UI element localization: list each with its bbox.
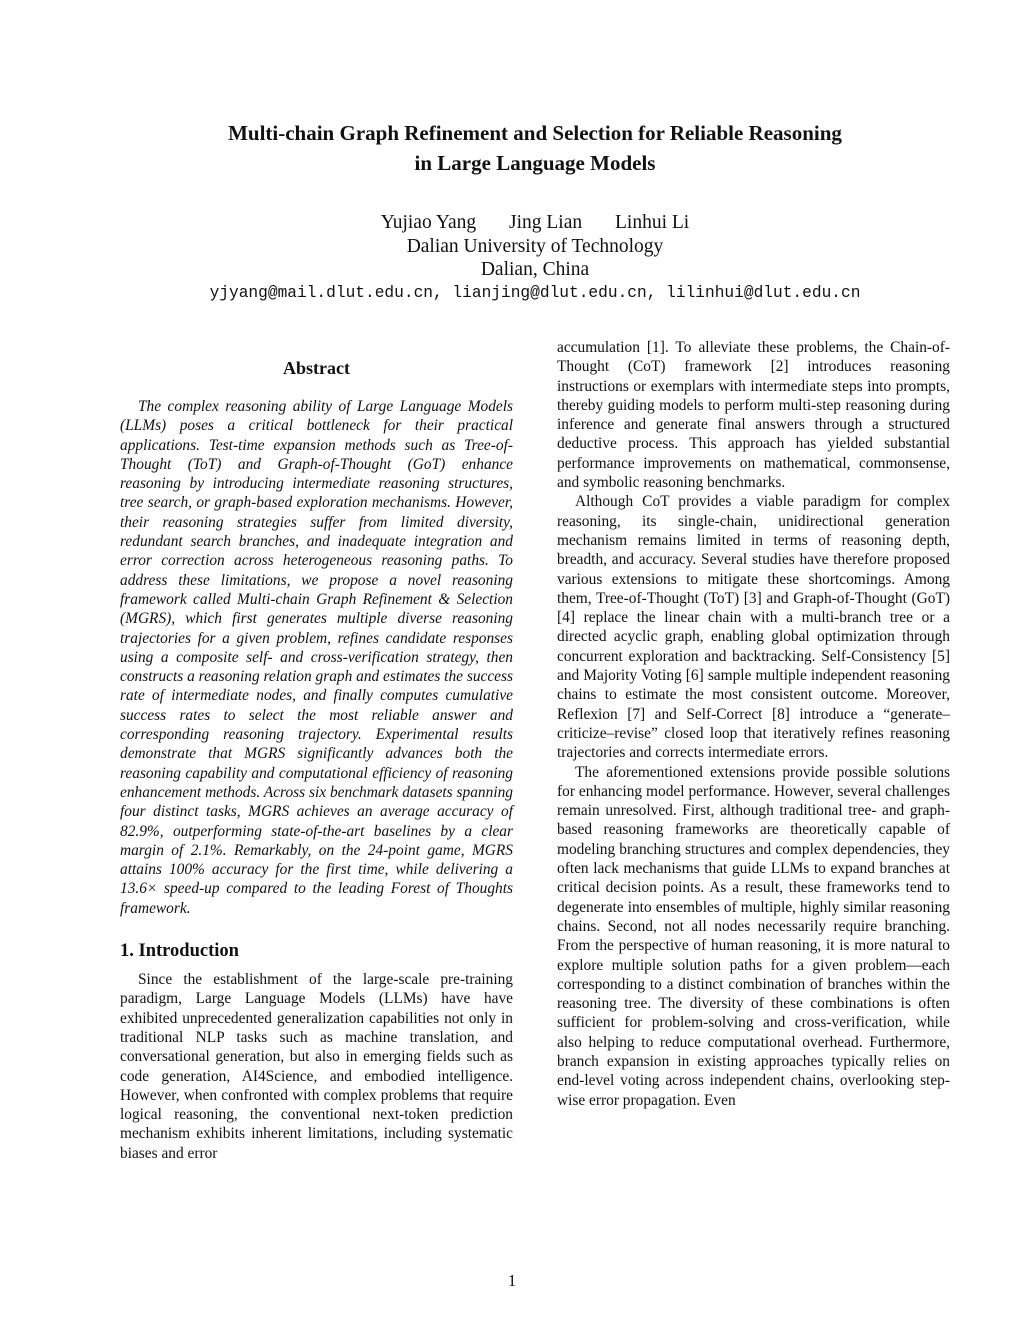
author-name: Yujiao Yang: [380, 212, 477, 233]
author-emails: yjyang@mail.dlut.edu.cn, lianjing@dlut.edu.cn, lilinhui@dlut.edu.cn: [209, 284, 861, 302]
author-name: Linhui Li: [615, 212, 690, 233]
left-column: [120, 356, 513, 1163]
affiliation: Dalian University of Technology: [406, 235, 664, 257]
intro-paragraph-1: Since the establishment of the large-scale pre-training paradigm, Large Language Models (LLMs) have have exhibited unprecedented generalization capabilities not only in traditional NLP tasks such as machine translation, and conversational generation, but also in emerging fields such as code generation, AI4Science, and embodied intelligence. However, when confronted with complex problems that require logical reasoning, the conventional next-token prediction mechanism exhibits inherent limitations, including systematic biases and error: [120, 971, 513, 1162]
author-names: [200, 211, 870, 235]
page-number: 1: [507, 1271, 517, 1290]
title-line-1: Multi-chain Graph Refinement and Selection for Reliable Reasoning: [228, 121, 842, 145]
right-column: [557, 338, 950, 1110]
location: Dalian, China: [480, 259, 590, 280]
author-name: Jing Lian: [509, 212, 583, 233]
title-line-2: in Large Language Models: [414, 151, 656, 175]
intro-paragraph-2: Although CoT provides a viable paradigm for complex reasoning, its single-chain, unidirectional generation mechanism remains limited in terms of reasoning depth, breadth, and accuracy. Several studies have therefore proposed various extensions to mitigate these shortcomings. Among them, Tree-of-Thought (ToT) [3] and Graph-of-Thought (GoT) [4] replace the linear chain with a multi-branch tree or a directed acyclic graph, enabling global optimization through concurrent exploration and backtracking. Self-Consistency [5] and Majority Voting [6] sample multiple independent reasoning chains to estimate the most consistent outcome. Moreover, Reflexion [7] and Self-Correct [8] introduce a “generate–criticize–revise” closed loop that iteratively refines reasoning trajectories and corrects intermediate errors.: [557, 493, 950, 762]
abstract-heading: Abstract: [283, 358, 350, 378]
section-heading-introduction: 1. Introduction: [120, 941, 239, 962]
intro-paragraph-3: The aforementioned extensions provide possible solutions for enhancing model performance. However, several challenges remain unresolved. First, although traditional tree- and graph-based reasoning frameworks are theoretically capable of modeling branching structures and complex dependencies, they often lack mechanisms that guide LLMs to expand branches at critical decision points. As a result, these frameworks tend to degenerate into ensembles of multiple, highly similar reasoning chains. Second, not all nodes necessarily require branching. From the perspective of human reasoning, it is more natural to explore multiple solution paths for a given problem—each corresponding to a distinct combination of branches within the reasoning tree. The diversity of these combinations is often sufficient for problem-solving and cross-verification, while also helping to reduce computational overhead. Furthermore, branch expansion in existing approaches typically relies on end-level voting across independent chains, overlooking step-wise error propagation. Even: [557, 763, 950, 1109]
author-block: [200, 211, 870, 282]
paper-title: [120, 118, 950, 178]
intro-paragraph-1-continued: accumulation [1]. To alleviate these problems, the Chain-of-Thought (CoT) framework [2] introduces reasoning instructions or exemplars with intermediate steps into prompts, thereby guiding models to perform multi-step reasoning during inference and generate final answers through a structured deductive process. This approach has yielded substantial performance improvements on mathematical, commonsense, and symbolic reasoning benchmarks.: [557, 339, 950, 492]
abstract-text: The complex reasoning ability of Large Language Models (LLMs) poses a critical bottleneck for their practical applications. Test-time expansion methods such as Tree-of-Thought (ToT) and Graph-of-Thought (GoT) enhance reasoning by introducing intermediate reasoning structures, tree search, or graph-based exploration mechanisms. However, their reasoning strategies suffer from limited diversity, redundant search branches, and inadequate integration and error correction across heterogeneous reasoning paths. To address these limitations, we propose a novel reasoning framework called Multi-chain Graph Refinement & Selection (MGRS), which first generates multiple diverse reasoning trajectories for a given problem, refines candidate responses using a composite self- and cross-verification strategy, then constructs a reasoning relation graph and estimates the success rate of intermediate nodes, and finally computes cumulative success rates to select the most reliable answer and corresponding reasoning trajectory. Experimental results demonstrate that MGRS significantly advances both the reasoning capability and computational efficiency of reasoning enhancement methods. Across six benchmark datasets spanning four distinct tasks, MGRS achieves an average accuracy of 82.9%, outperforming state-of-the-art baselines by a clear margin of 2.1%. Remarkably, on the 24-point game, MGRS attains 100% accuracy for the first time, while delivering a 13.6× speed-up compared to the leading Forest of Thoughts framework.: [120, 398, 513, 917]
